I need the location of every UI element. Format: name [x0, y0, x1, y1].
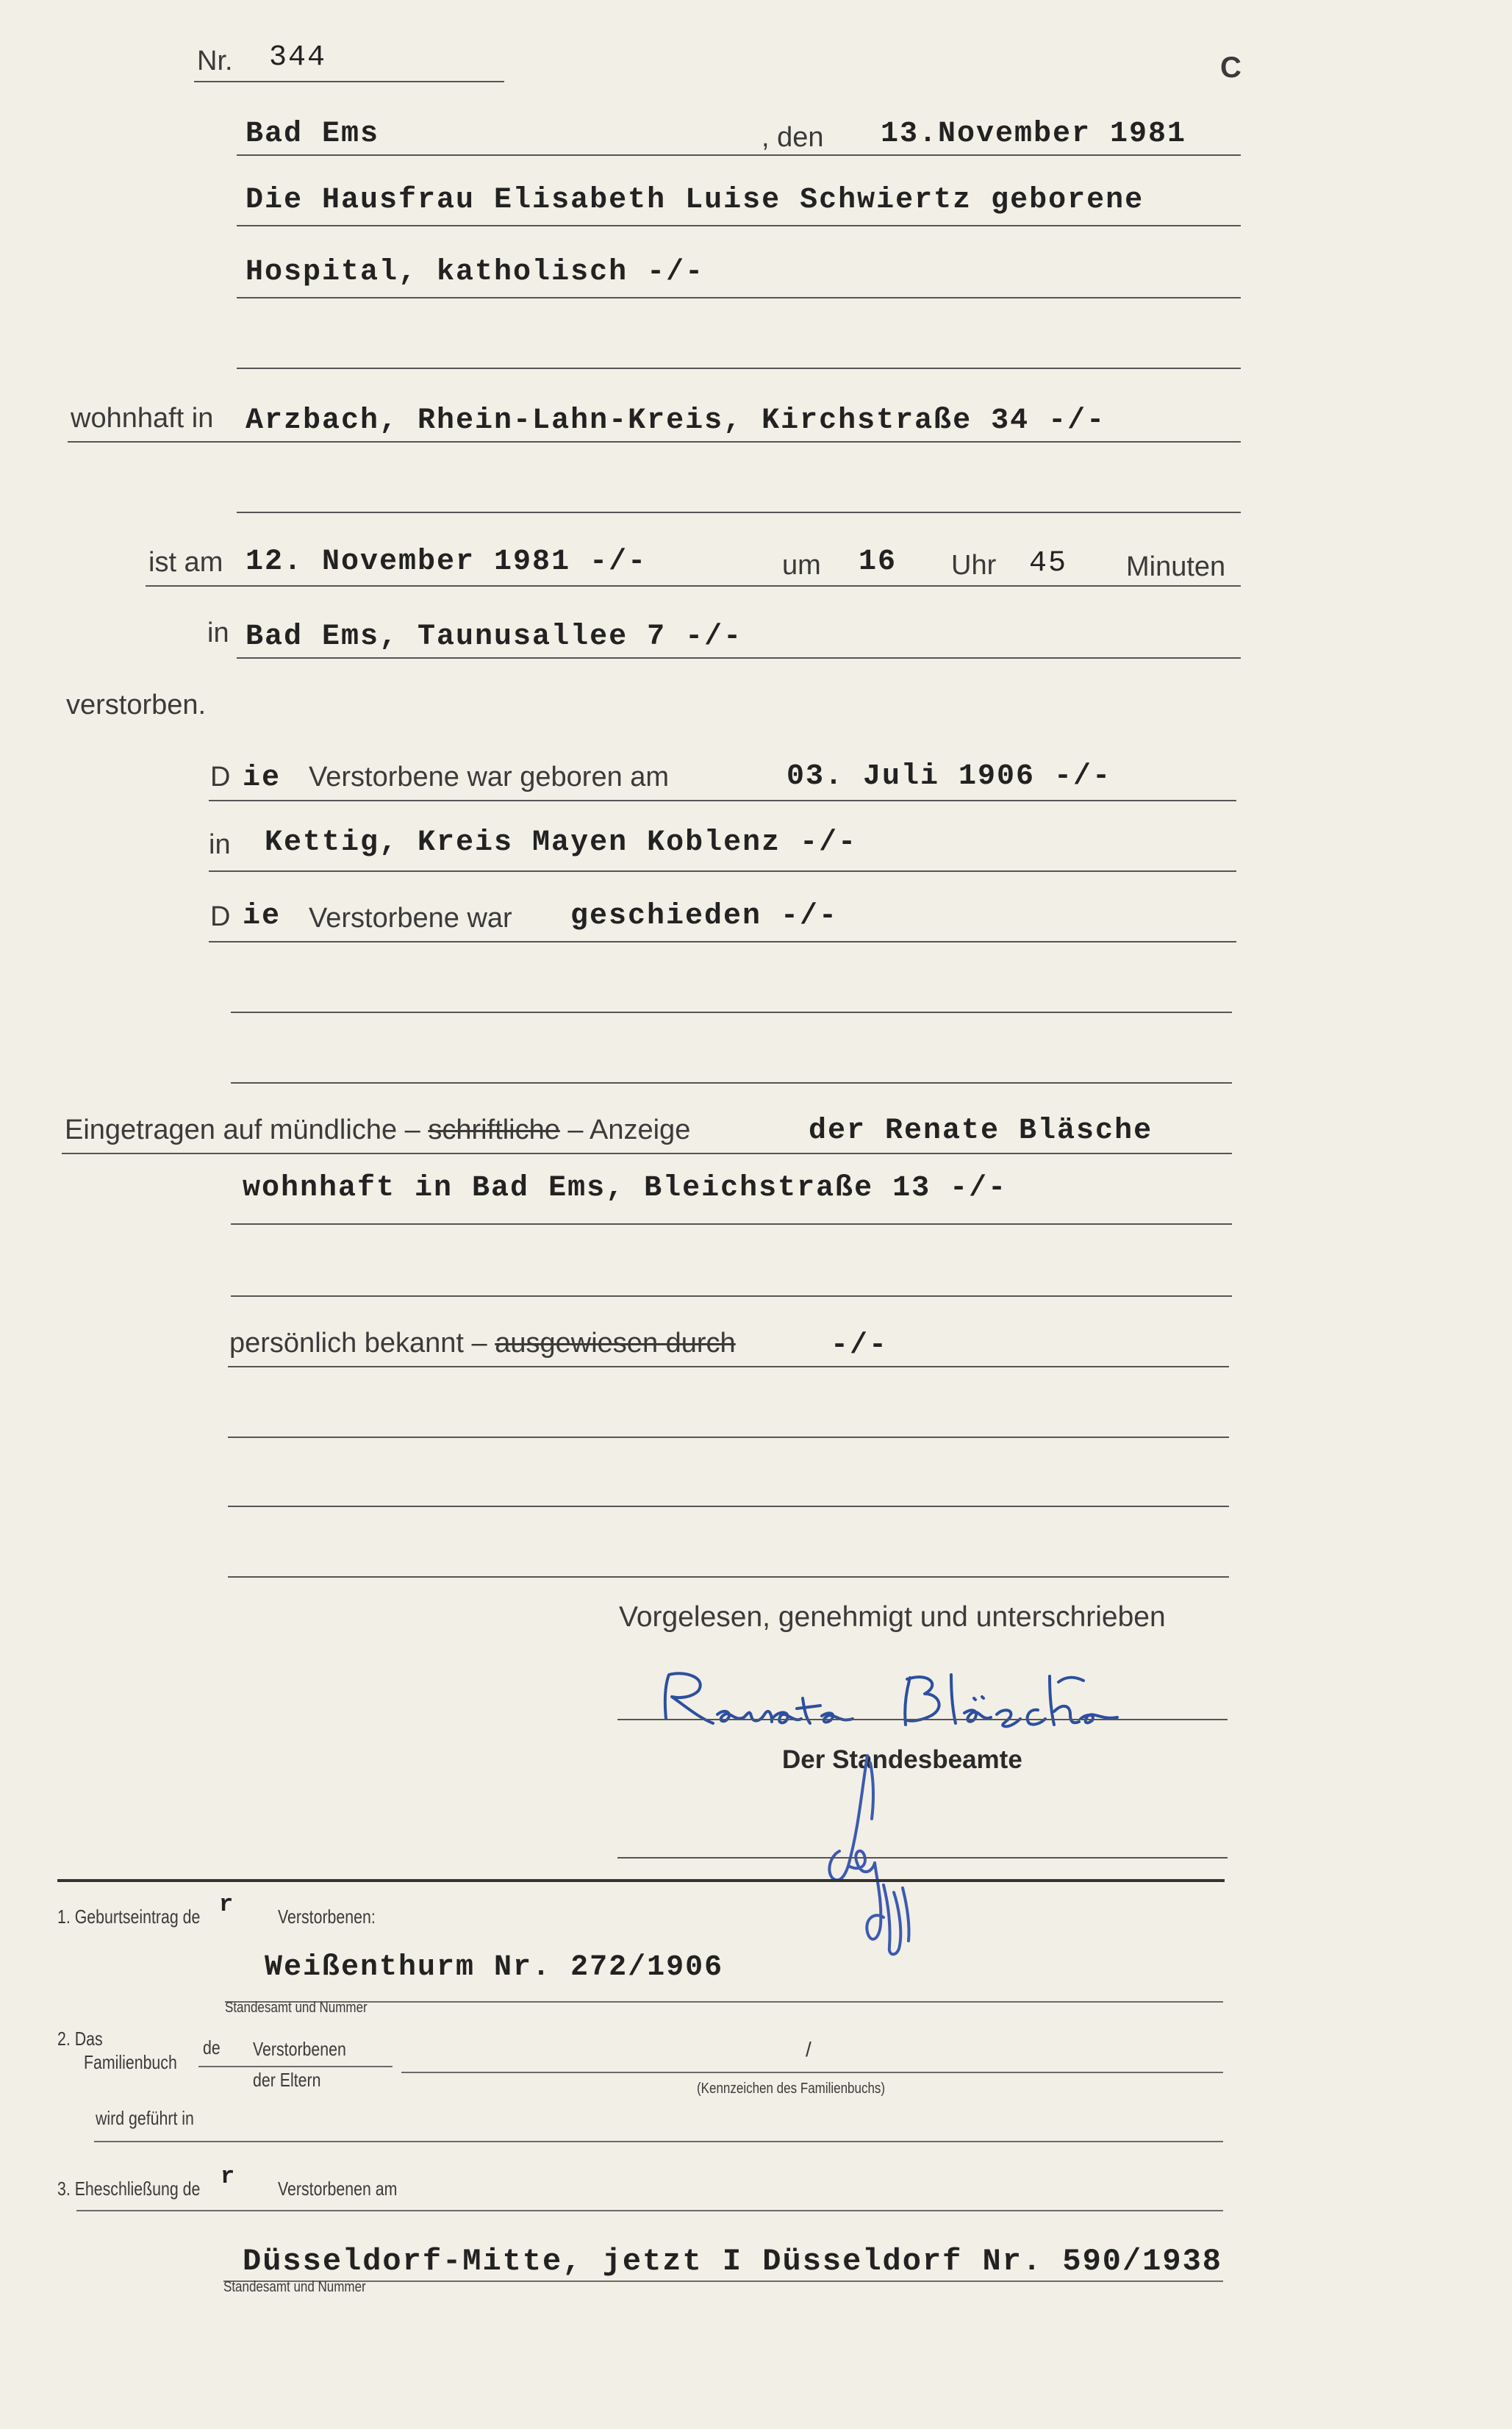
name-underline-2: [237, 297, 1241, 298]
birth-entry-label: 1. Geburtseintrag de: [57, 1906, 201, 1928]
status-label: Verstorbene war: [309, 903, 512, 934]
family-book-slash: /: [806, 2038, 811, 2061]
marriage-label: 3. Eheschließung de: [57, 2178, 201, 2200]
residence-underline: [68, 441, 1241, 443]
known-label-prefix: persönlich bekannt –: [229, 1328, 487, 1359]
family-book-wird-label: wird geführt in: [96, 2107, 194, 2129]
address-underline: [231, 1223, 1232, 1225]
residence-label: wohnhaft in: [71, 403, 214, 434]
informant-label-prefix: Eingetragen auf mündliche –: [65, 1115, 420, 1145]
death-place-value: Bad Ems, Taunusallee 7 -/-: [246, 620, 743, 654]
informant-label: [65, 1115, 690, 1146]
family-book-de: de: [203, 2036, 221, 2058]
birth-place-underline: [209, 870, 1236, 872]
residence-value: Arzbach, Rhein-Lahn-Kreis, Kirchstraße 34 -/-: [246, 404, 1106, 437]
deceased-name-line1: Die Hausfrau Elisabeth Luise Schwiertz geborene: [246, 184, 1144, 217]
informant-label-suffix: – Anzeige: [567, 1115, 691, 1145]
born-label: Verstorbene war geboren am: [309, 762, 670, 793]
den-label: , den: [762, 122, 824, 153]
family-book-label: Familienbuch: [84, 2051, 177, 2073]
birth-entry-label-r: r: [219, 1891, 235, 1918]
family-book-eltern: der Eltern: [253, 2069, 321, 2091]
birth-entry-value: Weißenthurm Nr. 272/1906: [265, 1951, 724, 1984]
known-underline: [228, 1366, 1229, 1367]
read-approved-signed-label: Vorgelesen, genehmigt und unterschrieben: [619, 1601, 1166, 1633]
blank-line-2: [231, 1082, 1232, 1084]
death-place-underline: [237, 657, 1241, 659]
born-label-d: D: [210, 762, 231, 793]
birth-place-value: Kettig, Kreis Mayen Koblenz -/-: [265, 826, 858, 859]
registrar-signature-image: [816, 1748, 934, 1961]
nr-underline: [194, 81, 504, 82]
footer-separator: [57, 1879, 1225, 1882]
death-place-label: in: [207, 618, 229, 648]
death-hour: 16: [859, 545, 897, 579]
family-book-verstorbenen: Verstorbenen: [253, 2038, 346, 2060]
blank-line-4: [228, 1437, 1229, 1438]
name-underline-3: [237, 368, 1241, 369]
marriage-label-r: r: [221, 2163, 237, 2190]
nr-value: 344: [269, 41, 327, 74]
deceased-name-line2: Hospital, katholisch -/-: [246, 256, 705, 289]
marriage-value: Düsseldorf-Mitte, jetzt I Düsseldorf Nr. 590/1938: [243, 2244, 1223, 2279]
blank-line-1: [231, 1012, 1232, 1013]
blank-line-5: [228, 1506, 1229, 1507]
death-date-underline: [146, 585, 1241, 587]
marriage-underline: [223, 2280, 1223, 2282]
blank-line-3: [231, 1295, 1232, 1297]
nr-label: Nr.: [197, 46, 233, 76]
marital-status-value: geschieden -/-: [570, 900, 839, 933]
family-book-label-num: 2. Das: [57, 2028, 103, 2050]
family-book-option-divider: [198, 2066, 393, 2067]
family-book-location-underline: [94, 2141, 1223, 2142]
known-label-struck: ausgewiesen durch: [495, 1328, 736, 1359]
registrar-signature-line: [617, 1857, 1228, 1859]
death-date-label: ist am: [148, 547, 223, 578]
death-minutes: 45: [1029, 547, 1068, 580]
residence-underline-2: [237, 512, 1241, 513]
marriage-label-b: Verstorbenen am: [278, 2178, 398, 2200]
informant-underline: [62, 1153, 1232, 1154]
informant-label-struck: schriftliche: [428, 1115, 560, 1145]
birth-place-label: in: [209, 829, 231, 860]
marriage-sub: Standesamt und Nummer: [223, 2279, 366, 2295]
status-label-ie: ie: [243, 900, 282, 933]
informant-address: wohnhaft in Bad Ems, Bleichstraße 13 -/-: [243, 1172, 1008, 1205]
status-label-d: D: [210, 901, 231, 932]
minuten-label: Minuten: [1126, 551, 1226, 582]
name-underline-1: [237, 225, 1241, 226]
date-underline: [237, 154, 1241, 156]
death-date-value: 12. November 1981 -/-: [246, 545, 648, 579]
birth-entry-sub: Standesamt und Nummer: [225, 2000, 368, 2016]
birth-entry-label-b: Verstorbenen:: [278, 1906, 376, 1928]
registrar-label: Der Standesbeamte: [782, 1745, 1022, 1774]
informant-signature-image: [647, 1661, 1161, 1742]
record-date: 13.November 1981: [881, 118, 1187, 151]
informant-signature-line: [617, 1719, 1228, 1720]
family-book-kennzeichen: (Kennzeichen des Familienbuchs): [697, 2081, 886, 2097]
birth-entry-underline: [225, 2001, 1223, 2003]
verstorben-label: verstorben.: [66, 690, 207, 720]
birth-date-value: 03. Juli 1906 -/-: [787, 760, 1112, 793]
corner-letter: C: [1220, 51, 1242, 84]
place-value: Bad Ems: [246, 118, 380, 151]
uhr-label: Uhr: [951, 550, 997, 581]
blank-line-6: [228, 1576, 1229, 1578]
family-book-underline: [401, 2072, 1223, 2073]
known-value: -/-: [831, 1329, 889, 1362]
born-label-ie: ie: [243, 762, 282, 795]
birth-date-underline: [209, 800, 1236, 801]
status-underline: [209, 941, 1236, 942]
informant-name: der Renate Bläsche: [809, 1115, 1153, 1148]
um-label: um: [782, 550, 821, 581]
marriage-date-underline: [76, 2210, 1223, 2211]
known-label: [229, 1328, 736, 1359]
